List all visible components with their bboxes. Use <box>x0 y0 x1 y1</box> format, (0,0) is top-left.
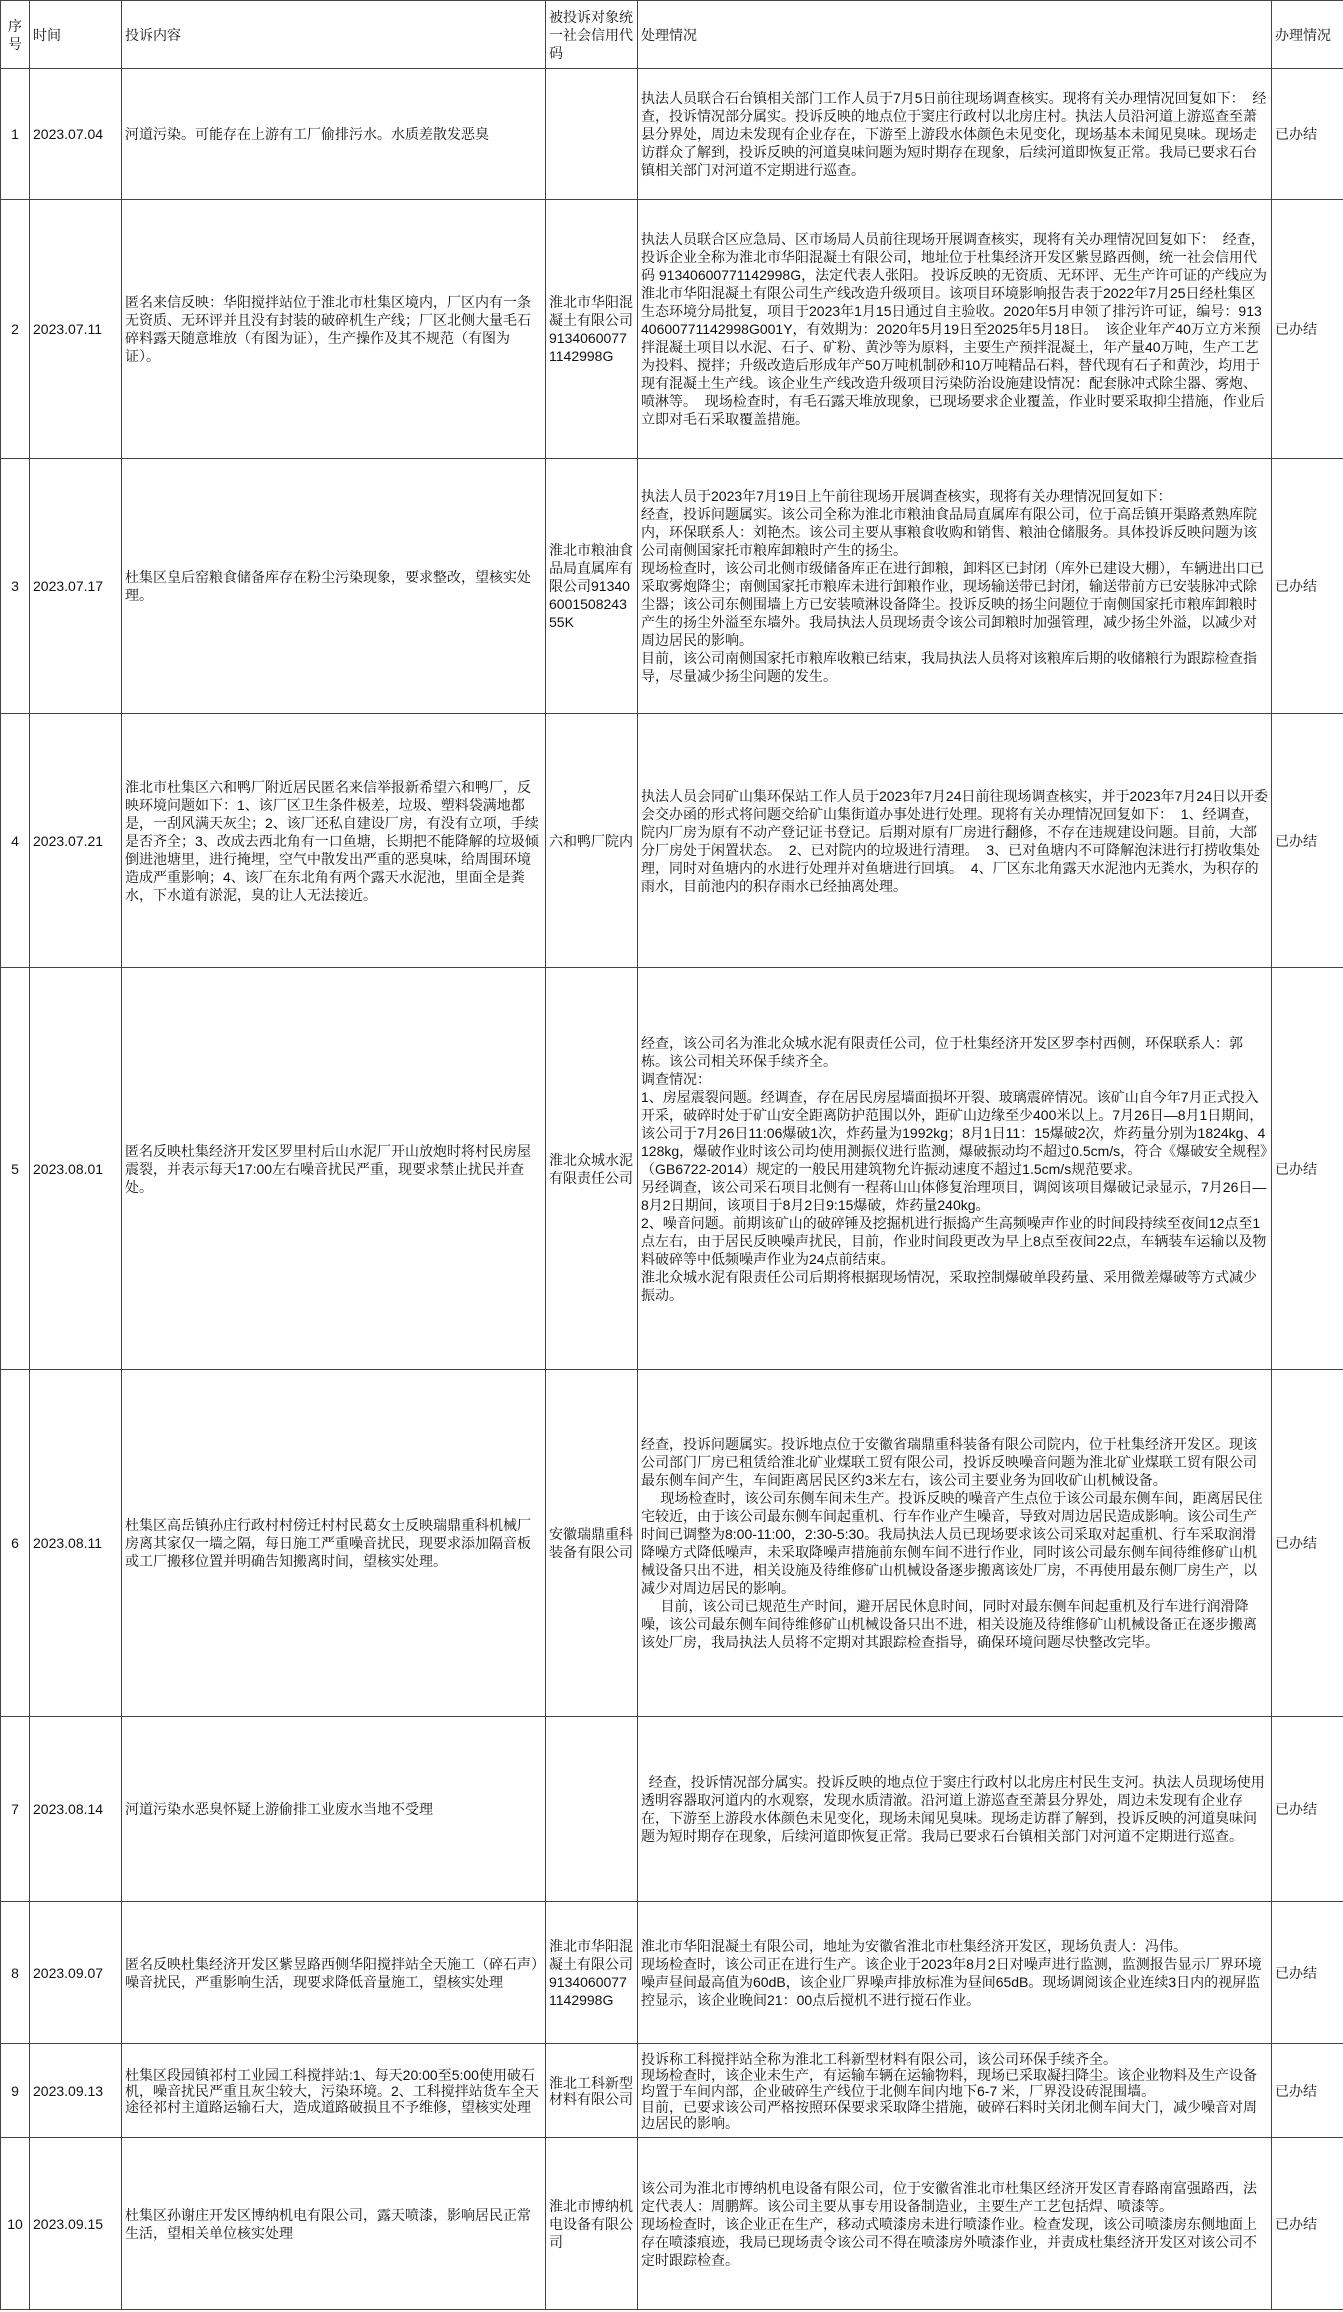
table-row <box>1 1370 1343 1717</box>
cell-status <box>1272 1370 1343 1717</box>
row-content: 杜集区孙谢庄开发区博纳机电有限公司，露天喷漆，影响居民正常生活，望相关单位核实处理 <box>125 2206 531 2241</box>
row-content: 淮北市杜集区六和鸭厂附近居民匿名来信举报新希望六和鸭厂，反映环境问题如下：1、该厂区卫生条件极差，垃圾、塑料袋满地都是，一刮风满天灰尘；2、该厂还私自建设厂房，有没有立项，手续是否齐全；3、改成去西北角有一口鱼塘，长期把不能降解的垃圾倾倒进池塘里，进行掩埋，空气中散发出严重的恶臭味，给周围环境造成严重影响；4、该厂在东北角有两个露天水泥池，里面全是粪水，下水道有淤泥，臭的让人无法接近。 <box>125 778 539 903</box>
row-handling: 执法人员联合区应急局、区市场局人员前往现场开展调查核实，现将有关办理情况回复如下： 经查，投诉企业全称为淮北市华阳混凝土有限公司，地址位于杜集经济开发区紫昱路西侧，统一社会信用代码 91340600771142998G，法定代表人张阳。 投诉反映的无资质、无环评、无生产许可证的产线应为淮北市华阳混凝土有限公司生产线改造升级项目。该项目环境影响报告表于2022年7月25日经杜集区生态环境分局批复，项目于2023年1月15日通过自主验收。2020年5月申领了排污许可证，编号：91340600771142998G001Y，有效期为：2020年5月19日至2025年5月18日。 该企业年产40万立方米预拌混凝土项目以水泥、石子、矿粉、黄沙等为原料，主要生产预拌混凝土，年产量40万吨，生产工艺为投料、搅拌；升级改造后形成年产50万吨机制砂和10万吨精品石料，替代现有石子和黄沙，均用于现有混凝土生产线。该企业生产线改造升级项目污染防治设施建设情况：配套脉冲式除尘器、雾炮、喷淋等。 现场检查时，有毛石露天堆放现象，已现场要求企业覆盖，作业时要采取抑尘措施，作业后立即对毛石采取覆盖措施。 <box>641 231 1267 427</box>
cell-content <box>122 200 546 459</box>
cell-target <box>546 1717 638 1902</box>
table-row <box>1 200 1343 459</box>
cell-status <box>1272 459 1343 714</box>
table-row <box>1 2138 1343 2310</box>
cell-time <box>30 968 122 1370</box>
row-seq: 9 <box>11 2082 19 2099</box>
row-content: 匿名反映杜集经济开发区紫昱路西侧华阳搅拌站全天施工（碎石声）噪音扰民，严重影响生活，现要求降低音量施工，望核实处理 <box>125 1955 538 1990</box>
cell-target <box>546 968 638 1370</box>
row-handling: 经查，该公司名为淮北众城水泥有限责任公司，位于杜集经济开发区罗李村西侧，环保联系人：郭栋。该公司相关环保手续齐全。 调查情况： 1、房屋震裂问题。经调查，存在居民房屋墙面损坏开裂、玻璃震碎情况。该矿山自今年7月正式投入开采，破碎时处于矿山安全距离防护范围以外，距矿山边缘至少400米以上。7月26日—8月1日期间，该公司于7月26日11:06爆破1次，炸药量为1992kg；8月1日11：15爆破2次，炸药量分别为1824kg、4128kg，爆破作业时该公司均使用测振仪进行监测，爆破振动均不超过0.5cm/s，符合《爆破安全规程》（GB6722-2014）规定的一般民用建筑物允许振动速度不超过1.5cm/s规范要求。 另经调查，该公司采石项目北侧有一程蒋山山体修复治理项目，调阅该项目爆破记录显示，7月26日—8月2日期间，该项目于8月2日9:15爆破，炸药量240kg。 2、噪音问题。前期该矿山的破碎锤及挖掘机进行振捣产生高频噪声作业的时间段持续至夜间12点至1点左右，由于居民反映噪声扰民，目前，作业时间段更改为早上8点至夜间22点，车辆装车运输以及物料破碎等中低频噪声作业为24点前结束。 淮北众城水泥有限责任公司后期将根据现场情况，采取控制爆破单段药量、采用微差爆破等方式减少振动。 <box>641 1034 1268 1303</box>
cell-content <box>122 1717 546 1902</box>
row-time: 2023.07.04 <box>33 126 104 142</box>
row-time: 2023.07.11 <box>33 321 103 337</box>
cell-time <box>30 2044 122 2138</box>
row-status: 已办结 <box>1275 1801 1317 1817</box>
cell-handling <box>638 69 1272 200</box>
cell-status <box>1272 69 1343 200</box>
cell-time <box>30 1902 122 2044</box>
row-status: 已办结 <box>1275 321 1317 337</box>
row-handling: 执法人员联合石台镇相关部门工作人员于7月5日前往现场调查核实。现将有关办理情况回复如下： 经查，投诉情况部分属实。投诉反映的地点位于窦庄行政村以北房庄村。执法人员沿河道上游巡查至萧县分界处，周边未发现有企业存在，下游至上游段水体颜色未见变化，现场基本未闻见臭味。现场走访群众了解到，投诉反映的河道臭味问题为短时期存在现象，后续河道即恢复正常。我局已要求石台镇相关部门对河道不定期进行巡查。 <box>641 90 1267 178</box>
row-status: 已办结 <box>1275 832 1317 849</box>
row-target: 淮北众城水泥有限责任公司 <box>549 1151 633 1186</box>
row-seq: 7 <box>11 1801 19 1817</box>
cell-time <box>30 200 122 459</box>
cell-target <box>546 459 638 714</box>
cell-seq <box>1 1370 30 1717</box>
table-row <box>1 968 1343 1370</box>
cell-status <box>1272 1902 1343 2044</box>
row-time: 2023.07.17 <box>33 578 104 594</box>
header-cell-target <box>546 1 638 69</box>
row-time: 2023.09.13 <box>33 2082 104 2099</box>
row-content: 匿名来信反映：华阳搅拌站位于淮北市杜集区境内，厂区内有一条无资质、无环评并且没有封装的破碎机生产线；厂区北侧大量毛石碎料露天随意堆放（有图为证），生产操作及其不规范（有图为证）。 <box>125 294 531 364</box>
cell-handling <box>638 714 1272 968</box>
cell-target <box>546 714 638 968</box>
row-seq: 6 <box>11 1535 19 1551</box>
cell-handling <box>638 1902 1272 2044</box>
row-status: 已办结 <box>1275 2082 1317 2099</box>
cell-target <box>546 1902 638 2044</box>
row-time: 2023.08.14 <box>33 1801 104 1817</box>
cell-content <box>122 2138 546 2310</box>
header-cell-time <box>30 1 122 69</box>
row-target: 安徽瑞鼎重科装备有限公司 <box>549 1526 633 1560</box>
row-time: 2023.09.07 <box>33 1964 104 1981</box>
row-handling: 执法人员于2023年7月19日上午前往现场开展调查核实，现将有关办理情况回复如下： 经查，投诉问题属实。该公司全称为淮北市粮油食品局直属库有限公司，位于高岳镇开渠路煮熟库院内，环保联系人：刘艳杰。该公司主要从事粮食收购和销售、粮油仓储服务。具体投诉反映问题为该公司南侧国家托市粮库卸粮时产生的扬尘。 现场检查时，该公司北侧市级储备库正在进行卸粮，卸料区已封闭（库外已建设大棚），车辆进出口已采取雾炮降尘；南侧国家托市粮库未进行卸粮作业，现场输送带已封闭，输送带前方已安装脉冲式除尘器；该公司东侧围墙上方已安装喷淋设备降尘。投诉反映的扬尘问题位于南侧国家托市粮库卸粮时产生的扬尘外溢至东墙外。我局执法人员现场责令该公司卸粮时加强管理，减少扬尘外溢，以减少对周边居民的影响。 目前，该公司南侧国家托市粮库收粮已结束，我局执法人员将对该粮库后期的收储粮行为跟踪检查指导，尽量减少扬尘问题的发生。 <box>641 488 1264 684</box>
cell-seq <box>1 714 30 968</box>
cell-content <box>122 1370 546 1717</box>
row-handling: 经查，投诉问题属实。投诉地点位于安徽省瑞鼎重科装备有限公司院内，位于杜集经济开发区。现该公司部门厂房已租赁给淮北矿业煤联工贸有限公司，投诉反映噪音问题为淮北矿业煤联工贸有限公司最东侧车间产生，车间距离居民区约3米左右，该公司主要业务为回收矿山机械设备。 现场检查时，该公司东侧车间未生产。投诉反映的噪音产生点位于该公司最东侧车间，距离居民住宅较近，由于该公司最东侧车间起重机、行车作业产生噪音，导致对周边居民造成影响。该公司生产时间已调整为8:00-11:00，2:30-5:30。我局执法人员已现场要求该公司采取对起重机、行车采取润滑降噪方式降低噪声，未采取降噪声措施前东侧车间不进行作业，同时该公司最东侧车间待维修矿山机械设备只出不进，相关设施及待维修矿山机械设备逐步搬离该处厂房，不再使用最东侧厂房生产，以减少对周边居民的影响。 目前，该公司已规范生产时间，避开居民休息时间，同时对最东侧车间起重机及行车进行润滑降噪，该公司最东侧车间待维修矿山机械设备只出不进，相关设施及待维修矿山机械设备正在逐步搬离该处厂房，我局执法人员将不定期对其跟踪检查指导，确保环境问题尽快整改完毕。 <box>641 1436 1263 1650</box>
cell-seq <box>1 2044 30 2138</box>
cell-seq <box>1 968 30 1370</box>
cell-handling <box>638 200 1272 459</box>
cell-status <box>1272 968 1343 1370</box>
header-cell-status <box>1272 1 1343 69</box>
cell-content <box>122 2044 546 2138</box>
header-target: 被投诉对象统一社会信用代码 <box>549 8 633 61</box>
cell-content <box>122 714 546 968</box>
row-handling: 淮北市华阳混凝土有限公司，地址为安徽省淮北市杜集经济开发区，现场负责人：冯伟。 现场检查时，该公司正在进行生产。该企业于2023年8月2日对噪声进行监测，监测报告显示厂界环境噪声昼间最高值为60dB，该企业厂界噪声排放标准为昼间65dB。现场调阅该企业连续3日内的视屏监控显示，该企业晚间21：00点后搅机不进行搅石作业。 <box>641 1937 1262 2008</box>
row-handling: 经查，投诉情况部分属实。投诉反映的地点位于窦庄行政村以北房庄村民生支河。执法人员现场使用透明容器取河道内的水观察，发现水质清澈。沿河道上游巡查至萧县分界处，周边未发现有企业存在，下游至上游段水体颜色未见变化，现场未闻见臭味。现场走访群了解到，投诉反映的河道臭味问题为短时期存在现象，后续河道即恢复正常。我局已要求石台镇相关部门对河道不定期进行巡查。 <box>641 1774 1265 1844</box>
cell-time <box>30 459 122 714</box>
row-time: 2023.08.11 <box>33 1535 103 1551</box>
cell-target <box>546 2138 638 2310</box>
row-seq: 4 <box>11 832 19 849</box>
cell-target <box>546 200 638 459</box>
header-content: 投诉内容 <box>125 26 181 43</box>
cell-time <box>30 69 122 200</box>
cell-time <box>30 2138 122 2310</box>
row-target: 淮北工科新型材料有限公司 <box>549 2074 633 2107</box>
row-seq: 3 <box>11 578 19 594</box>
row-content: 河道污染。可能存在上游有工厂偷排污水。水质差散发恶臭 <box>125 126 489 142</box>
cell-handling <box>638 1370 1272 1717</box>
row-seq: 10 <box>7 2215 23 2232</box>
cell-status <box>1272 714 1343 968</box>
cell-handling <box>638 2044 1272 2138</box>
row-content: 杜集区段园镇祁村工业园工科搅拌站:1、每天20:00至5:00使用破石机，噪音扰民严重且灰尘较大，污染环境。2、工科搅拌站货车全天途径祁村主道路运输石大，造成道路破损且不予维修，望核实处理 <box>125 2066 539 2115</box>
cell-status <box>1272 2138 1343 2310</box>
row-seq: 8 <box>11 1964 19 1981</box>
row-handling: 投诉称工科搅拌站全称为淮北工科新型材料有限公司，该公司环保手续齐全。 现场检查时，该企业未生产，有运输车辆在运输物料，现场已采取凝扫降尘。该企业物料及生产设备均置于车间内部，企业破碎生产线位于北侧车间内地下6-7 米，厂界没设砖混围墙。 目前，已要求该公司严格按照环保要求采取降尘措施，破碎石料时关闭北侧车间大门，减少噪音对周边居民的影响。 <box>641 2050 1257 2131</box>
row-content: 河道污染水恶臭怀疑上游偷排工业废水当地不受理 <box>125 1801 433 1817</box>
row-target: 淮北市华阳混凝土有限公司91340600771142998G <box>549 294 633 364</box>
row-time: 2023.08.01 <box>33 1160 104 1177</box>
cell-content <box>122 968 546 1370</box>
row-seq: 2 <box>11 321 19 337</box>
cell-content <box>122 69 546 200</box>
cell-time <box>30 714 122 968</box>
table-row <box>1 1902 1343 2044</box>
row-content: 杜集区皇后窑粮食储备库存在粉尘污染现象，要求整改，望核实处理。 <box>125 569 531 603</box>
cell-seq <box>1 459 30 714</box>
cell-content <box>122 459 546 714</box>
row-target: 淮北市华阳混凝土有限公司91340600771142998G <box>549 1937 633 2008</box>
row-seq: 1 <box>11 126 19 142</box>
row-time: 2023.07.21 <box>33 832 104 849</box>
header-row <box>1 1 1343 69</box>
row-status: 已办结 <box>1275 1160 1317 1177</box>
row-target: 淮北市博纳机电设备有限公司 <box>549 2197 633 2250</box>
table-row <box>1 459 1343 714</box>
table-row <box>1 1717 1343 1902</box>
table-row <box>1 2044 1343 2138</box>
header-cell-seq <box>1 1 30 69</box>
row-status: 已办结 <box>1275 1964 1317 1981</box>
row-handling: 执法人员会同矿山集环保站工作人员于2023年7月24日前往现场调查核实，并于2023年7月24日以开委会交办函的形式将问题交给矿山集街道办事处进行处理。现将有关办理情况回复如下： 1、经调查，院内厂房为原有不动产登记证书登记。后期对原有厂房进行翻修，不存在违规建设问题。目前，大部分厂房处于闲置状态。 2、已对院内的垃圾进行清理。 3、已对鱼塘内不可降解泡沫进行打捞收集处理，同时对鱼塘内的水进行处理并对鱼塘进行回填。 4、厂区东北角露天水泥池内无粪水，为积存的雨水，目前池内的积存雨水已经抽离处理。 <box>641 787 1268 894</box>
cell-seq <box>1 2138 30 2310</box>
row-content: 匿名反映杜集经济开发区罗里村后山水泥厂开山放炮时将村民房屋震裂，并表示每天17:00左右噪音扰民严重，现要求禁止扰民并查处。 <box>125 1142 531 1195</box>
header-cell-content <box>122 1 546 69</box>
row-handling: 该公司为淮北市博纳机电设备有限公司，位于安徽省淮北市杜集区经济开发区青春路南富强路西，法定代表人：周鹏辉。该公司主要从事专用设备制造业，主要生产工艺包括焊、喷漆等。 现场检查时，该企业正在生产，移动式喷漆房未进行喷漆作业。检查发现，该公司喷漆房东侧地面上存在喷漆痕迹，我局已现场责令该公司不得在喷漆房外喷漆作业，并责成杜集经济开发区对该公司不定时跟踪检查。 <box>641 2179 1257 2268</box>
cell-content <box>122 1902 546 2044</box>
cell-target <box>546 69 638 200</box>
cell-seq <box>1 200 30 459</box>
cell-time <box>30 1370 122 1717</box>
row-seq: 5 <box>11 1160 19 1177</box>
cell-handling <box>638 1717 1272 1902</box>
header-handling: 处理情况 <box>641 26 697 43</box>
cell-target <box>546 2044 638 2138</box>
header-status: 办理情况 <box>1275 26 1331 43</box>
row-content: 杜集区高岳镇孙庄行政村村傍迁村村民葛女士反映瑞鼎重科机械厂房离其家仅一墙之隔，每日施工严重噪音扰民，现要求添加隔音板或工厂搬移位置并明确告知搬离时间，望核实处理。 <box>125 1517 531 1569</box>
row-target: 六和鸭厂院内 <box>549 832 633 849</box>
cell-seq <box>1 69 30 200</box>
cell-seq <box>1 1902 30 2044</box>
row-status: 已办结 <box>1275 2215 1317 2232</box>
header-cell-handling <box>638 1 1272 69</box>
row-time: 2023.09.15 <box>33 2215 104 2232</box>
cell-status <box>1272 1717 1343 1902</box>
table-row <box>1 69 1343 200</box>
cell-handling <box>638 968 1272 1370</box>
cell-seq <box>1 1717 30 1902</box>
cell-status <box>1272 200 1343 459</box>
cell-target <box>546 1370 638 1717</box>
row-target: 淮北市粮油食品局直属库有限公司91340600150824355K <box>549 542 633 630</box>
cell-time <box>30 1717 122 1902</box>
table-row <box>1 714 1343 968</box>
cell-handling <box>638 459 1272 714</box>
cell-handling <box>638 2138 1272 2310</box>
row-status: 已办结 <box>1275 1535 1317 1551</box>
row-status: 已办结 <box>1275 578 1317 594</box>
row-status: 已办结 <box>1275 126 1317 142</box>
cell-status <box>1272 2044 1343 2138</box>
header-seq: 序号 <box>8 17 22 52</box>
header-time: 时间 <box>33 26 61 43</box>
